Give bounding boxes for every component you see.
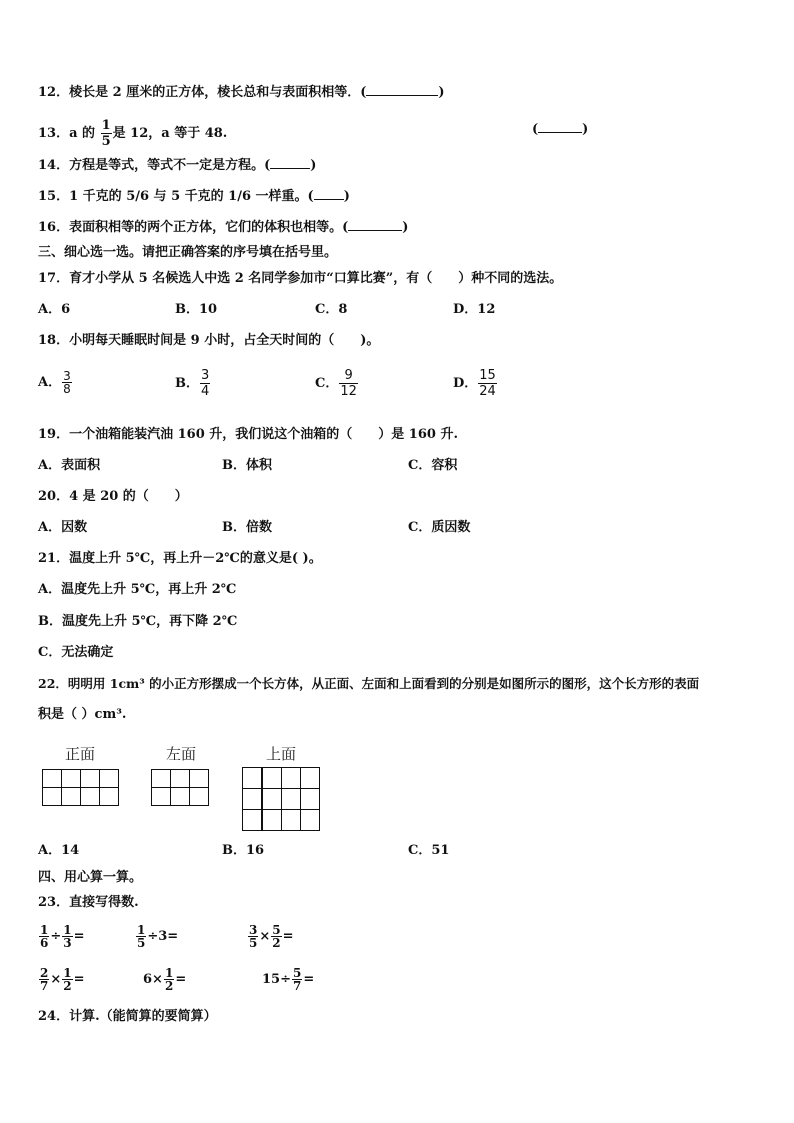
fraction: $\frac{5}{2}$ xyxy=(272,923,281,950)
option-d[interactable]: D．12 xyxy=(453,302,496,317)
option-c[interactable]: C．8 xyxy=(315,302,348,317)
fraction: $\frac{3}{4}$ xyxy=(201,368,210,399)
fraction: $\frac{1}{5}$ xyxy=(137,923,146,950)
figure-label-top: 上面 xyxy=(266,745,297,763)
calc-item-3: $\frac{3}{5}$ × $\frac{5}{2}$ = xyxy=(249,923,294,950)
fraction: $\frac{5}{7}$ xyxy=(292,966,302,993)
fraction: $\frac{1}{3}$ xyxy=(63,923,72,950)
front-view-grid xyxy=(42,769,119,806)
question-14: 14．方程是等式，等式不一定是方程。( ) xyxy=(38,158,317,173)
answer-blank[interactable] xyxy=(348,218,402,231)
question-15: 15．1 千克的 5/6 与 5 千克的 1/6 一样重。( ) xyxy=(38,189,350,204)
option-c[interactable]: C．质因数 xyxy=(408,520,471,535)
question-23: 23．直接写得数. xyxy=(38,895,139,910)
option-a[interactable]: A．温度先上升 5℃，再上升 2℃ xyxy=(38,582,237,597)
question-19: 19．一个油箱能装汽油 160 升，我们说这个油箱的（ ）是 160 升. xyxy=(38,427,458,442)
option-a[interactable]: A．因数 xyxy=(38,520,88,535)
fraction: $\frac{1}{6}$ xyxy=(40,923,49,950)
section-heading-3: 三、细心选一选。请把正确答案的序号填在括号里。 xyxy=(38,245,338,260)
question-12: 12．棱长是 2 厘米的正方体，棱长总和与表面积相等．( ) xyxy=(38,85,445,100)
question-20: 20．4 是 20 的（ ） xyxy=(38,489,188,504)
fraction: $\frac{3}{5}$ xyxy=(249,923,258,950)
fraction: $\frac{1}{2}$ xyxy=(63,966,72,993)
section-heading-4: 四、用心算一算。 xyxy=(38,870,143,885)
option-a[interactable]: A．14 xyxy=(38,843,80,858)
fraction: $\frac{3}{8}$ xyxy=(63,369,71,396)
fraction: $\frac{1}{5}$ xyxy=(101,118,111,149)
question-21: 21．温度上升 5℃，再上升－2℃的意义是( )。 xyxy=(38,551,322,566)
calc-item-5: 6× $\frac{1}{2}$ = xyxy=(143,966,187,993)
question-13: 13．a 的 $\frac{1}{5}$ 是 12，a 等于 48. xyxy=(38,118,228,149)
fraction: $\frac{1}{2}$ xyxy=(164,966,174,993)
question-18: 18．小明每天睡眠时间是 9 小时，占全天时间的（ )。 xyxy=(38,333,380,348)
question-24: 24．计算.（能简算的要简算） xyxy=(38,1009,217,1024)
option-d[interactable]: D． $\frac{15}{24}$ xyxy=(453,368,496,399)
question-22-line2: 积是（ ）cm³. xyxy=(38,707,127,722)
answer-blank[interactable] xyxy=(314,187,344,200)
option-a[interactable]: A． $\frac{3}{8}$ xyxy=(38,369,71,396)
option-b[interactable]: B．16 xyxy=(222,843,265,858)
option-a[interactable]: A．表面积 xyxy=(38,458,101,473)
option-c[interactable]: C．容积 xyxy=(408,458,458,473)
figure-label-front: 正面 xyxy=(65,745,96,763)
answer-bracket-13: ( ) xyxy=(532,122,589,137)
option-b[interactable]: B．10 xyxy=(175,302,218,317)
option-b[interactable]: B．倍数 xyxy=(222,520,272,535)
figure-label-left: 左面 xyxy=(166,745,197,763)
calc-item-2: $\frac{1}{5}$ ÷3= xyxy=(137,923,179,950)
question-17: 17．育才小学从 5 名候选人中选 2 名同学参加市“口算比赛”，有（ ）种不同的选法。 xyxy=(38,271,563,286)
top-view-grid xyxy=(242,767,320,831)
answer-blank[interactable] xyxy=(366,83,438,96)
fraction: $\frac{2}{7}$ xyxy=(40,966,49,993)
question-22-line1: 22．明明用 1cm³ 的小正方形摆成一个长方体，从正面、左面和上面看到的分别是如图所示的图形，这个长方形的表面 xyxy=(38,676,700,691)
fraction: $\frac{15}{24}$ xyxy=(479,368,496,399)
option-c[interactable]: C． $\frac{9}{12}$ xyxy=(315,368,357,399)
calc-item-1: $\frac{1}{6}$ ÷ $\frac{1}{3}$ = xyxy=(40,923,85,950)
option-c[interactable]: C．无法确定 xyxy=(38,645,114,660)
fraction: $\frac{9}{12}$ xyxy=(340,368,357,399)
question-16: 16．表面积相等的两个正方体，它们的体积也相等。( ) xyxy=(38,220,409,235)
option-c[interactable]: C．51 xyxy=(408,843,450,858)
answer-blank[interactable] xyxy=(270,156,310,169)
option-b[interactable]: B．体积 xyxy=(222,458,272,473)
calc-item-6: 15÷ $\frac{5}{7}$ = xyxy=(262,966,315,993)
left-view-grid xyxy=(151,769,209,806)
option-a[interactable]: A．6 xyxy=(38,302,71,317)
option-b[interactable]: B． $\frac{3}{4}$ xyxy=(175,368,210,399)
answer-blank[interactable] xyxy=(538,120,582,133)
calc-item-4: $\frac{2}{7}$ × $\frac{1}{2}$ = xyxy=(40,966,85,993)
option-b[interactable]: B．温度先上升 5℃，再下降 2℃ xyxy=(38,614,238,629)
